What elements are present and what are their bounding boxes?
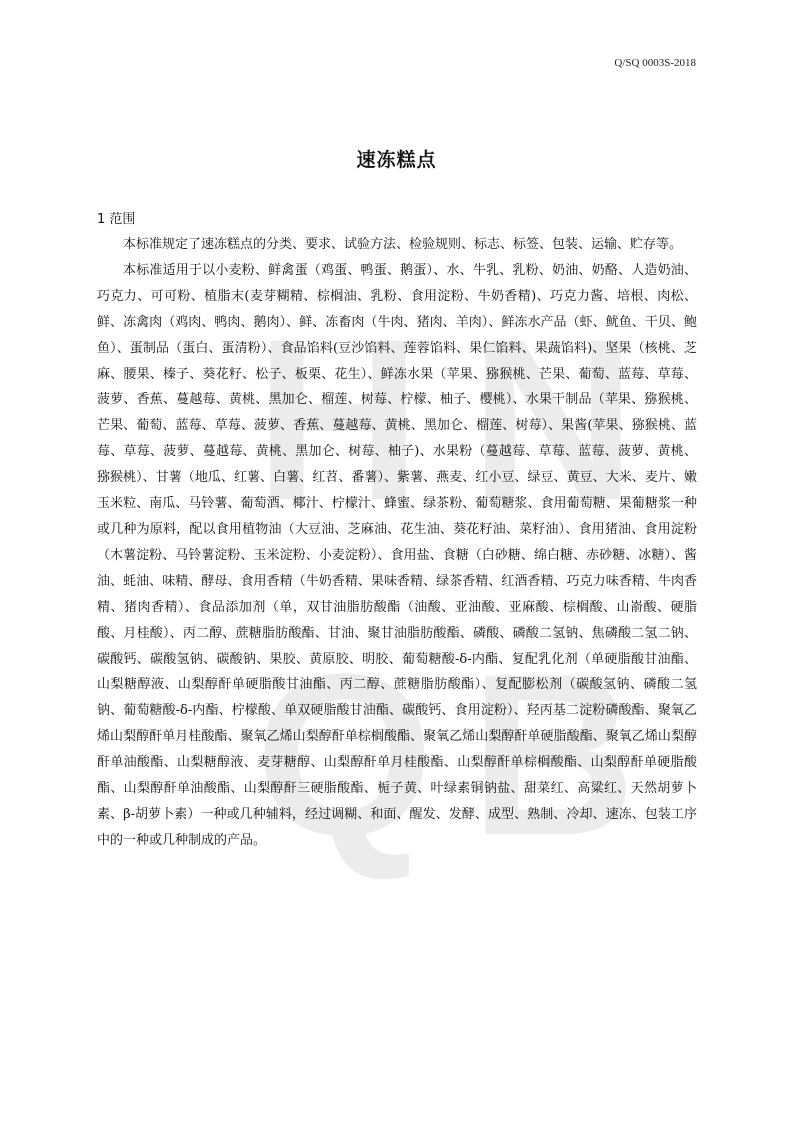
watermark-letter-q: Q [255,626,434,883]
watermark-letter-b: B [470,626,637,883]
document-code: Q/SQ 0003S-2018 [614,57,696,69]
section-scope [97,208,697,854]
paragraph-scope-applicability: 本标准适用于以小麦粉、鲜禽蛋（鸡蛋、鸭蛋、鹅蛋）、水、牛乳、乳粉、奶油、奶酪、人造奶油、巧克力、可可粉、植脂末(麦芽糊精、棕榈油、乳粉、食用淀粉、牛奶香精)、巧克力酱、培根、肉松、鲜、冻禽肉（鸡肉、鸭肉、鹅肉）、鲜、冻畜肉（牛肉、猪肉、羊肉）、鲜冻水产品（虾、鱿鱼、干贝、鲍鱼）、蛋制品（蛋白、蛋清粉）、食品馅料(豆沙馅料、莲蓉馅料、果仁馅料、果蔬馅料)、坚果（核桃、芝麻、腰果、榛子、葵花籽、松子、板栗、花生）、鲜冻水果（苹果、猕猴桃、芒果、葡萄、蓝莓、草莓、菠萝、香蕉、蔓越莓、黄桃、黑加仑、榴莲、树莓、柠檬、柚子、樱桃）、水果干制品（苹果、猕猴桃、芒果、葡萄、蓝莓、草莓、菠萝、香蕉、蔓越莓、黄桃、黑加仑、榴莲、树莓）、果酱(苹果、猕猴桃、蓝莓、草莓、菠萝、蔓越莓、黄桃、黑加仑、树莓、柚子)、水果粉（蔓越莓、草莓、蓝莓、菠萝、黄桃、猕猴桃）、甘薯（地瓜、红薯、白薯、红苕、番薯）、紫薯、燕麦、红小豆、绿豆、黄豆、大米、麦片、嫩玉米粒、南瓜、马铃薯、葡萄酒、椰汁、柠檬汁、蜂蜜、绿茶粉、葡萄糖浆、食用葡萄糖、果葡糖浆一种或几种为原料，配以食用植物油（大豆油、芝麻油、花生油、葵花籽油、菜籽油）、食用猪油、食用淀粉（木薯淀粉、马铃薯淀粉、玉米淀粉、小麦淀粉）、食用盐、食糖（白砂糖、绵白糖、赤砂糖、冰糖）、酱油、蚝油、味精、酵母、食用香精（牛奶香精、果味香精、绿茶香精、红酒香精、巧克力味香精、牛肉香精、猪肉香精）、食品添加剂（单，双甘油脂肪酸酯（油酸、亚油酸、亚麻酸、棕榈酸、山嵛酸、硬脂酸、月桂酸）、丙二醇、蔗糖脂肪酸酯、甘油、聚甘油脂肪酸酯、磷酸、磷酸二氢钠、焦磷酸二氢二钠、碳酸钙、碳酸氢钠、碳酸钠、果胶、黄原胶、明胶、葡萄糖酸-δ-内酯、复配乳化剂（单硬脂酸甘油酯、山梨糖醇液、山梨醇酐单硬脂酸甘油酯、丙二醇、蔗糖脂肪酸酯）、复配膨松剂（碳酸氢钠、磷酸二氢钠、葡萄糖酸-δ-内酯、柠檬酸、单双硬脂酸甘油酯、碳酸钙、食用淀粉）、羟丙基二淀粉磷酸酯、聚氧乙烯山梨醇酐单月桂酸酯、聚氧乙烯山梨醇酐单棕榈酸酯、聚氧乙烯山梨醇酐单硬脂酸酯、聚氧乙烯山梨醇酐单油酸酯、山梨糖醇液、麦芽糖醇、山梨醇酐单月桂酸酯、山梨醇酐单棕榈酸酯、山梨醇酐单硬脂酸酯、山梨醇酐单油酸酯、山梨醇酐三硬脂酸酯、栀子黄、叶绿素铜钠盐、甜菜红、高粱红、天然胡萝卜素、β-胡萝卜素）一种或几种辅料，经过调糊、和面、醒发、发酵、成型、熟制、冷却、速冻、包装工序中的一种或几种制成的产品。 [97,262,697,848]
page-title: 速冻糕点 [356,149,437,171]
section-heading: 1 范围 [97,212,136,227]
watermark-letter-h: H [255,291,422,548]
watermark-letter-n: N [470,291,637,548]
paragraph-scope-definition: 本标准规定了速冻糕点的分类、要求、试验方法、检验规则、标志、标签、包装、运输、贮存等。 [123,237,683,252]
